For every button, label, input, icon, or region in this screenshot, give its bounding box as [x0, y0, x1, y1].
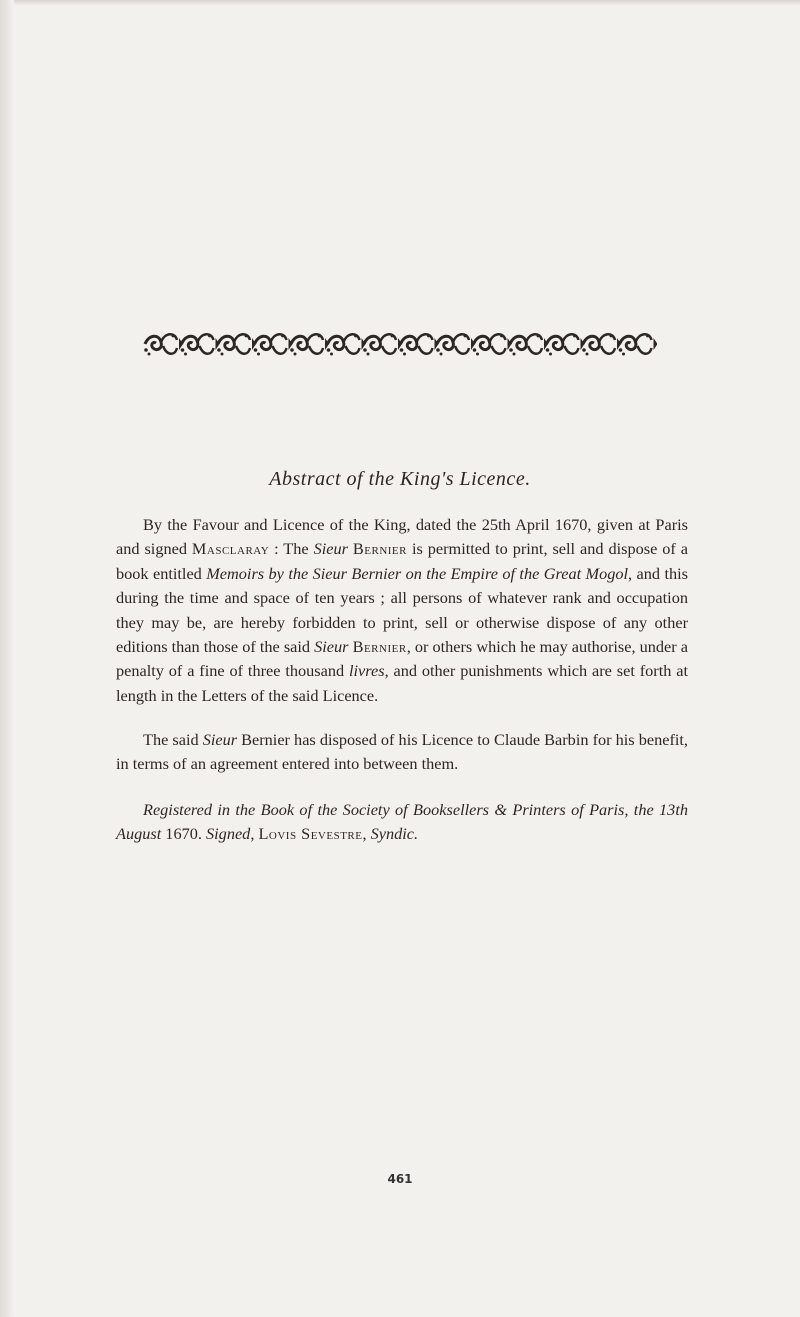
text-segment: ,	[250, 824, 259, 844]
author-name: Bernier	[352, 637, 407, 657]
text-segment: Bernier has disposed of his Licence to Claude Barbin for his benefit, in terms of an agreement entered into between them.	[116, 730, 688, 774]
text-segment: : The	[269, 539, 314, 559]
text-segment: , and other punishments which are set forth at length in the Letters of the said Licence.	[116, 661, 688, 705]
page-top-shadow	[0, 0, 800, 6]
text-segment: 1670.	[161, 824, 207, 844]
registration-text: Registered in the Book of the Society of Booksellers & Printers of Paris, the 13th August	[116, 800, 688, 844]
text-segment: , and this during the time and space of ten years ; all persons of whatever rank and occupation they may be, are hereby forbidden to print, sell or otherwise dispose of any other editions than those of the said	[116, 563, 688, 657]
text-segment: The said	[143, 730, 203, 749]
signer-name: Masclaray	[191, 539, 270, 559]
text-segment: ,	[362, 824, 371, 844]
italic-text: Signed	[206, 824, 251, 844]
syndic-name: Lovis Sevestre	[258, 824, 363, 844]
italic-text: livres	[348, 661, 385, 681]
text-segment: By the Favour and Licence of the King, dated the 25th April 1670, given at Paris and signed	[116, 515, 688, 559]
text-segment: , or others which he may authorise, under a penalty of a fine of three thousand	[116, 637, 688, 681]
fleuron-border-icon	[143, 330, 657, 358]
registration-paragraph	[116, 798, 688, 847]
italic-text: Sieur	[313, 539, 348, 559]
licence-paragraph	[116, 513, 688, 708]
syndic-title: Syndic.	[370, 824, 419, 844]
italic-text: Sieur	[202, 730, 238, 749]
page-number: 461	[387, 1172, 413, 1186]
page-title: Abstract of the King's Licence.	[269, 468, 531, 490]
page-binding-shadow	[0, 0, 14, 1317]
italic-text: Sieur	[314, 637, 349, 657]
transfer-paragraph	[116, 728, 688, 777]
text-segment: is permitted to print, sell and dispose of a book entitled	[116, 539, 689, 583]
author-name: Bernier	[352, 539, 407, 559]
book-title: Memoirs by the Sieur Bernier on the Empire of the Great Mogol	[206, 563, 629, 583]
